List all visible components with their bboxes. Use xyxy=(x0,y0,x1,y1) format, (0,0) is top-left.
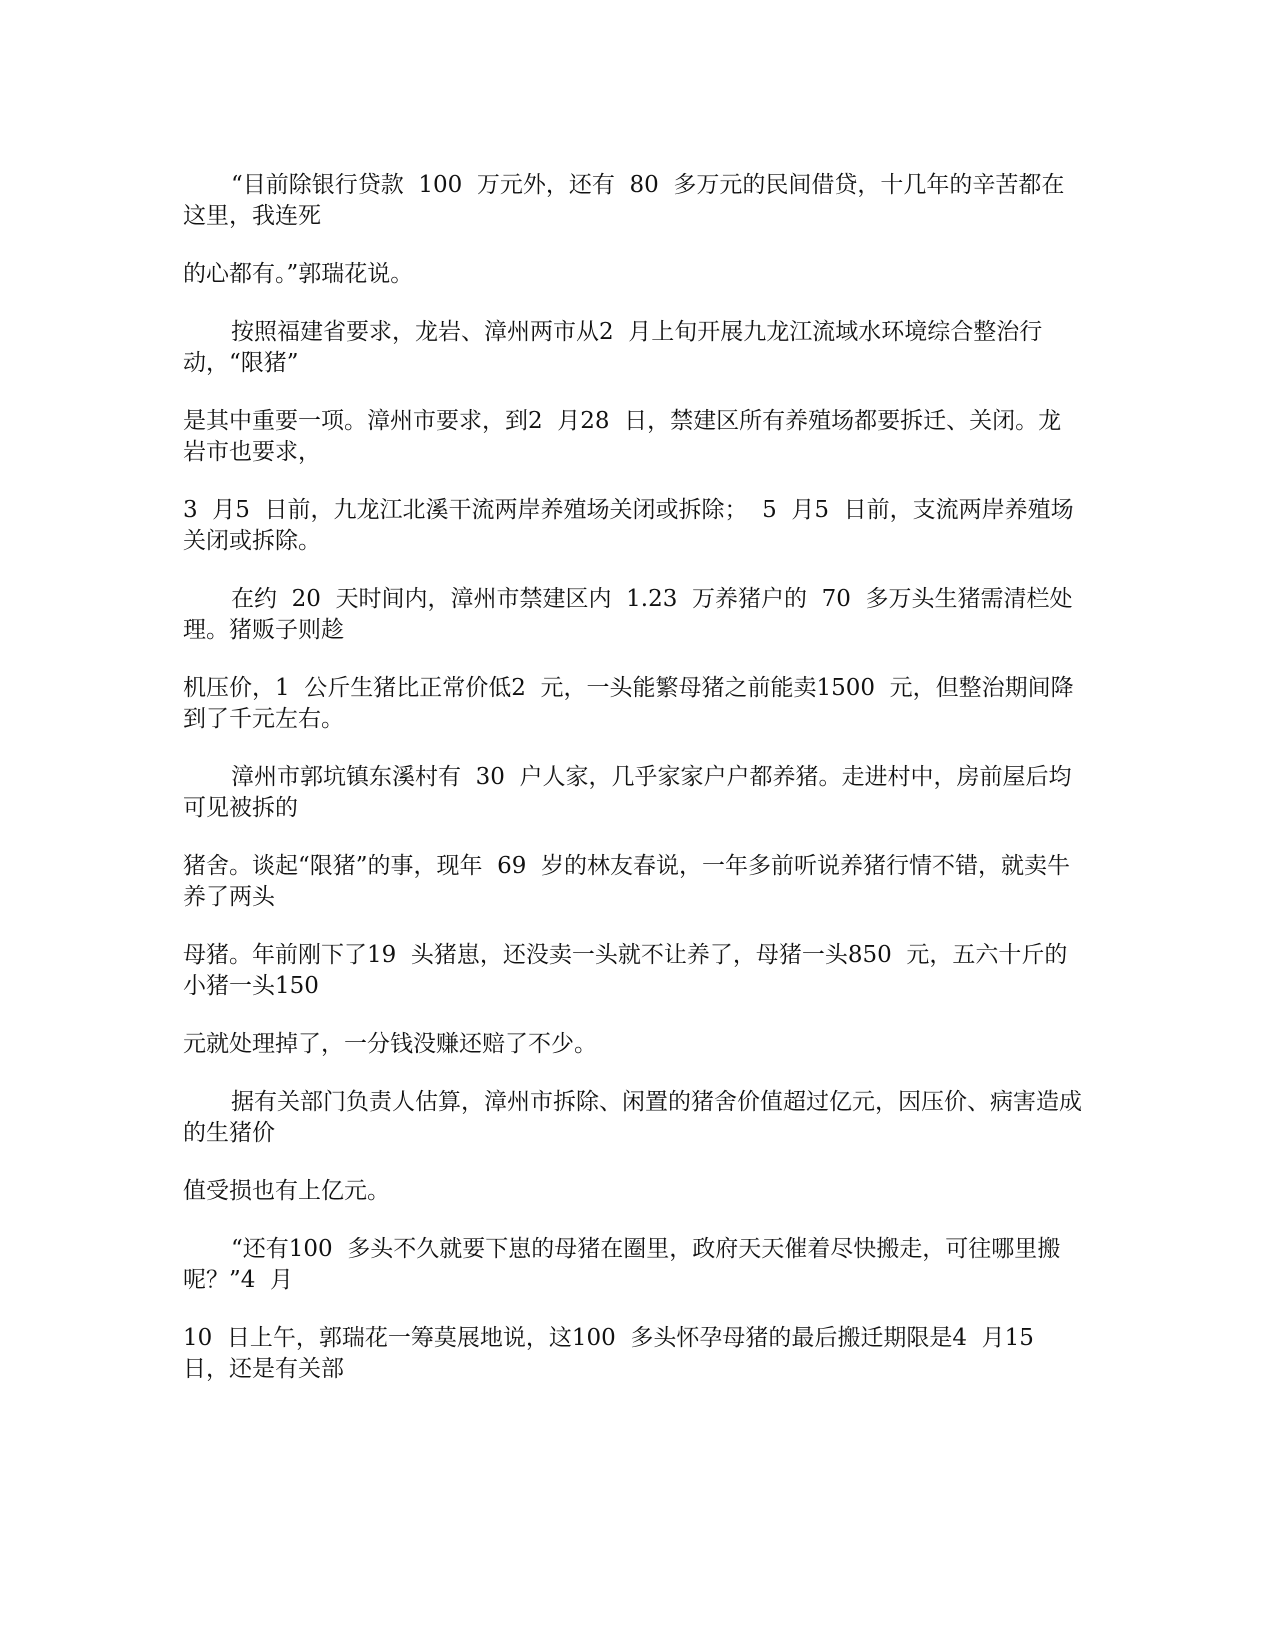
paragraph: 猪舍。谈起“限猪”的事，现年 69 岁的林友春说，一年多前听说养猪行情不错，就卖牛养了两头 xyxy=(183,853,1071,910)
paragraph: 据有关部门负责人估算，漳州市拆除、闲置的猪舍价值超过亿元，因压价、病害造成的生猪价 xyxy=(183,1089,1082,1146)
paragraph: 在约 20 天时间内，漳州市禁建区内 1.23 万养猪户的 70 多万头生猪需清栏处理。猪贩子则趁 xyxy=(183,586,1073,643)
paragraph: “还有100 多头不久就要下崽的母猪在圈里，政府天天催着尽快搬走，可往哪里搬呢？”4 月 xyxy=(183,1236,1061,1293)
paragraph: 元就处理掉了，一分钱没赚还赔了不少。 xyxy=(183,1031,597,1057)
paragraph: 机压价，1 公斤生猪比正常价低2 元，一头能繁母猪之前能卖1500 元，但整治期间降到了千元左右。 xyxy=(183,675,1074,732)
paragraph: 值受损也有上亿元。 xyxy=(183,1178,390,1204)
article-body xyxy=(183,170,1083,1412)
paragraph: 的心都有。”郭瑞花说。 xyxy=(183,261,414,287)
paragraph: 10 日上午，郭瑞花一筹莫展地说，这100 多头怀孕母猪的最后搬迁期限是4 月15 日，还是有关部 xyxy=(183,1325,1049,1382)
paragraph: 是其中重要一项。漳州市要求，到2 月28 日，禁建区所有养殖场都要拆迁、关闭。龙岩市也要求， xyxy=(183,408,1062,465)
paragraph: 按照福建省要求，龙岩、漳州两市从2 月上旬开展九龙江流域水环境综合整治行动，“限猪” xyxy=(183,319,1043,376)
paragraph: 漳州市郭坑镇东溪村有 30 户人家，几乎家家户户都养猪。走进村中，房前屋后均可见被拆的 xyxy=(183,764,1072,821)
paragraph: 母猪。年前刚下了19 头猪崽，还没卖一头就不让养了，母猪一头850 元，五六十斤的小猪一头150 xyxy=(183,942,1068,999)
paragraph: “目前除银行贷款 100 万元外，还有 80 多万元的民间借贷，十几年的辛苦都在这里，我连死 xyxy=(183,172,1065,229)
paragraph: 3 月5 日前，九龙江北溪干流两岸养殖场关闭或拆除； 5 月5 日前，支流两岸养殖场关闭或拆除。 xyxy=(183,497,1074,554)
